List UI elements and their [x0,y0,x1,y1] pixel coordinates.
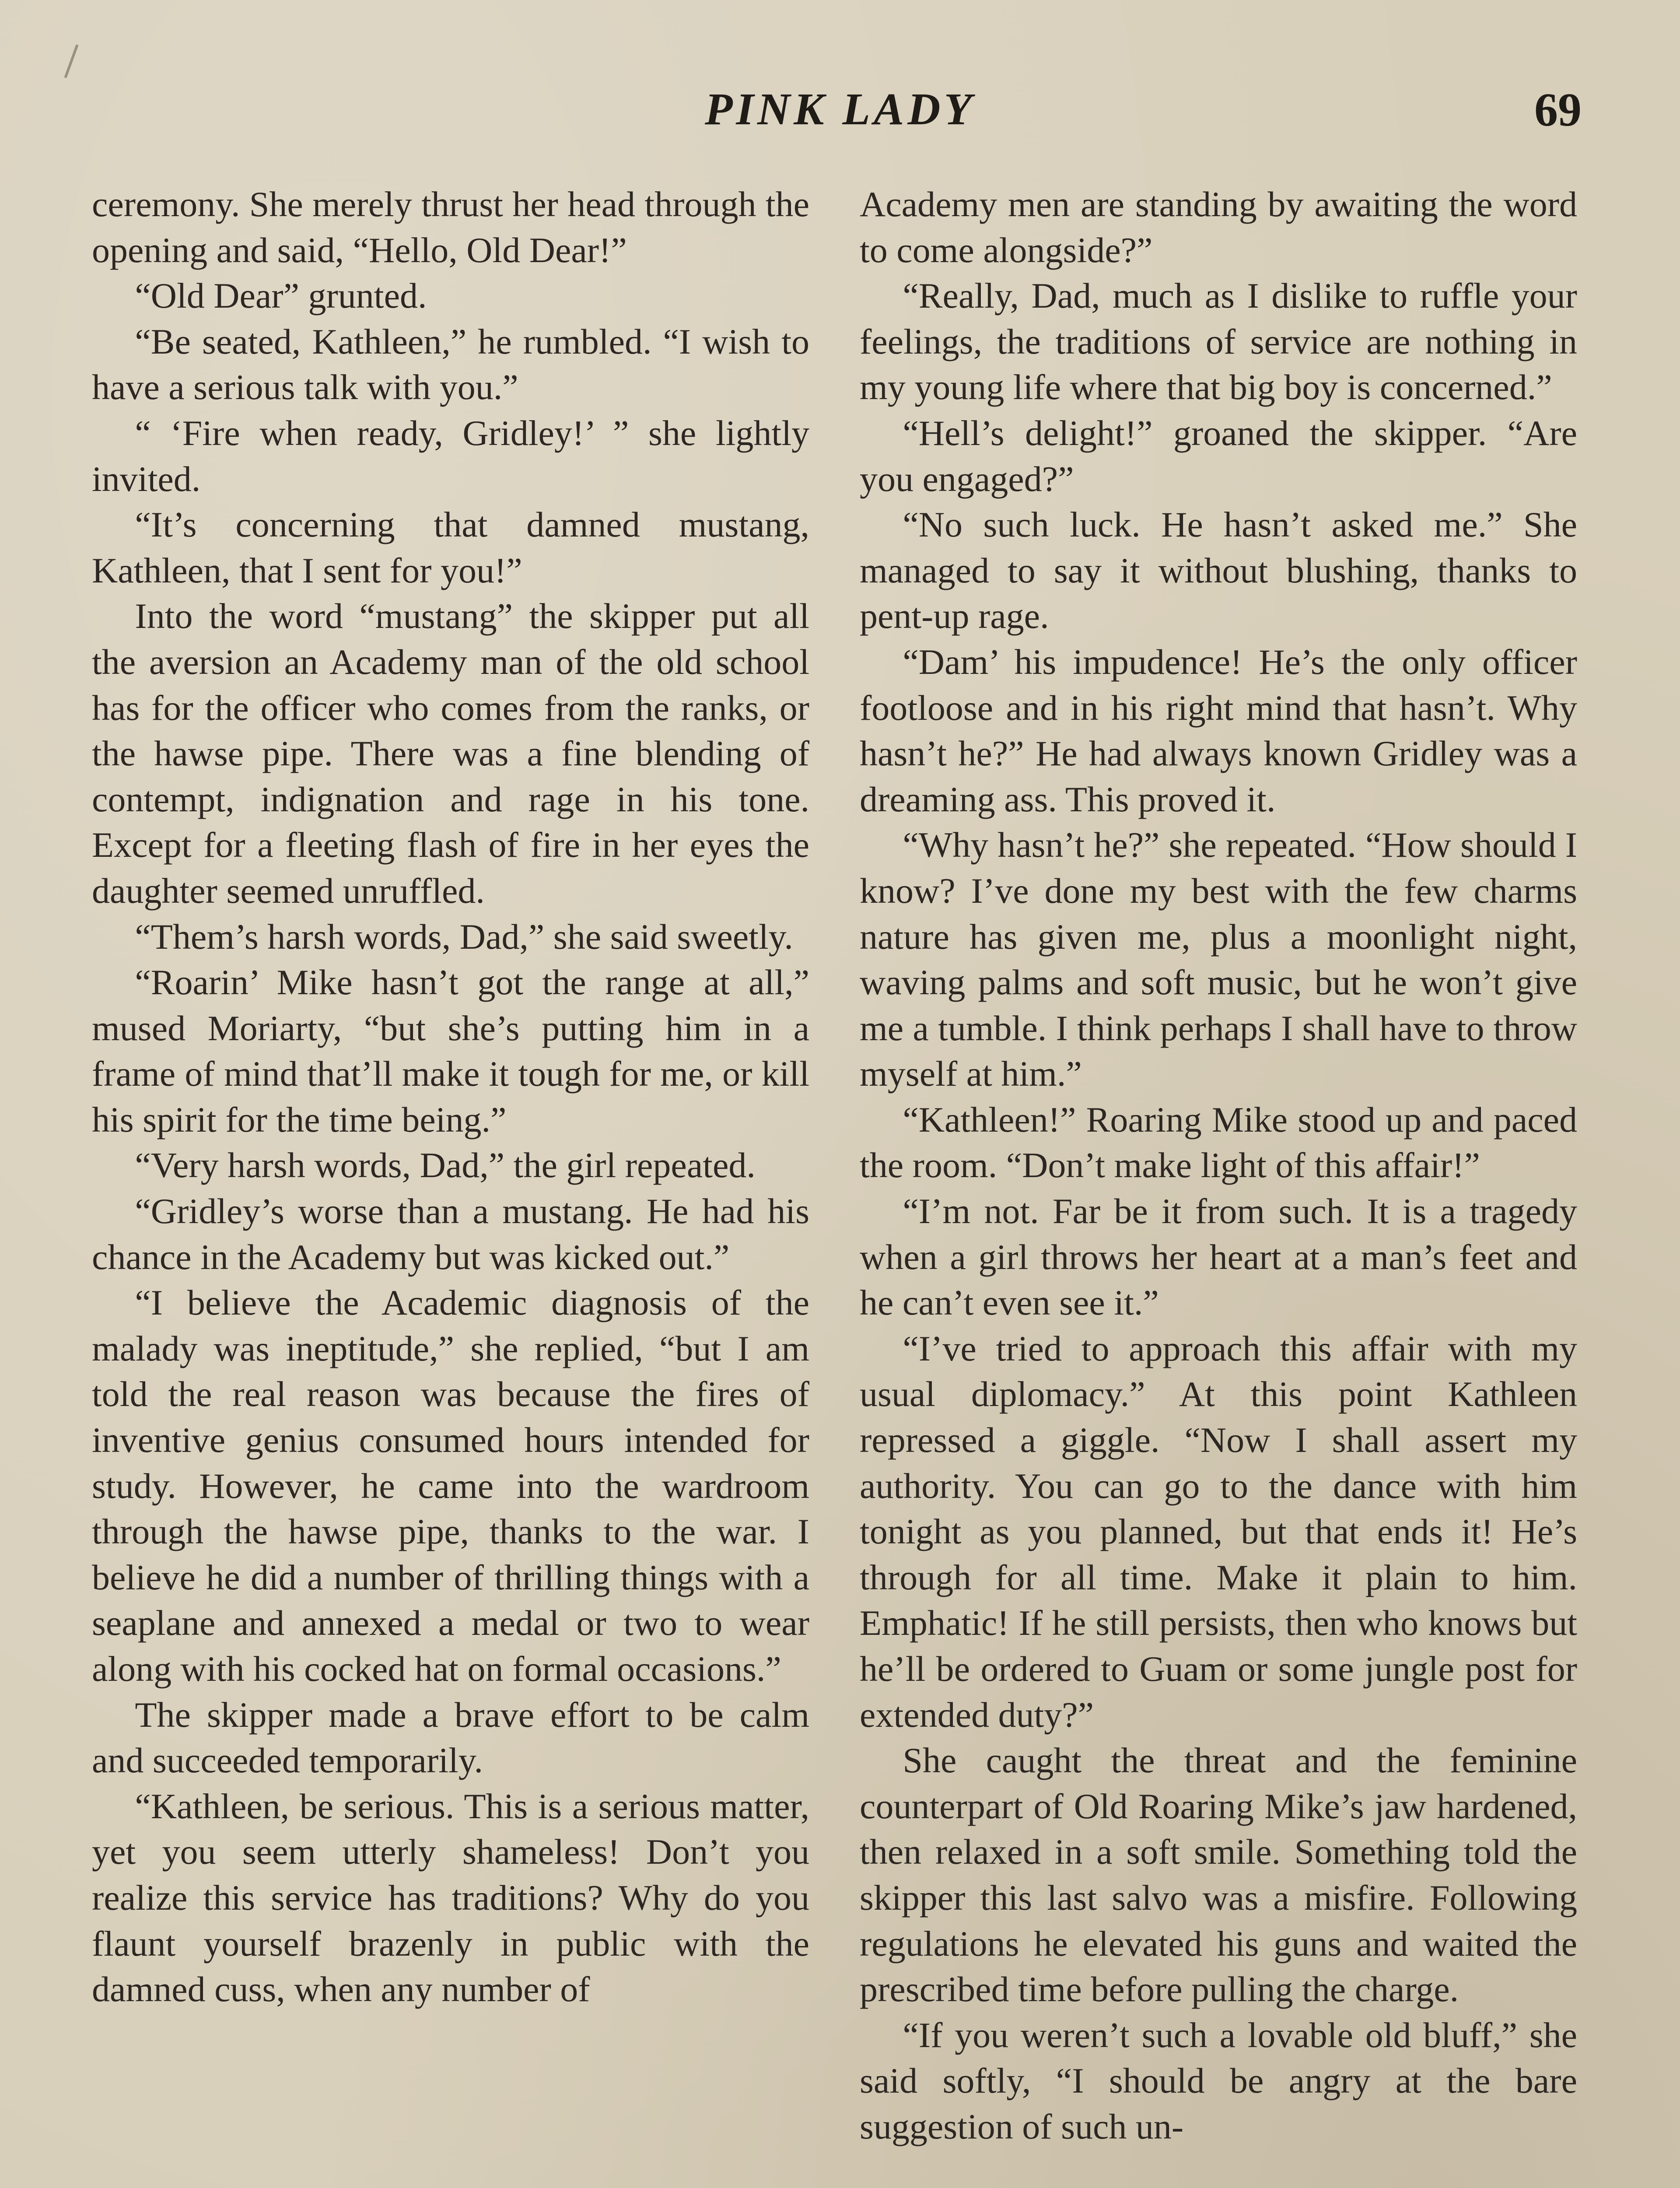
paragraph: “I believe the Academic diagnosis of the malady was ineptitude,” she replied, “but I am told the real reason was because the fires of inventive genius consumed hours intended for study. However, he came into the wardroom through the hawse pipe, thanks to the war. I believe he did a number of thrilling things with a seaplane and annexed a medal or two to wear along with his cocked hat on formal occasions.” [92,1283,809,1689]
paragraph: “Be seated, Kathleen,” he rumbled. “I wish to have a serious talk with you.” [92,321,809,407]
paragraph: “I’m not. Far be it from such. It is a tragedy when a girl throws her heart at a man’s feet and he can’t even see it.” [860,1191,1577,1323]
paragraph: “Kathleen!” Roaring Mike stood up and paced the room. “Don’t make light of this affair!” [860,1099,1577,1185]
paragraph: ceremony. She merely thrust her head through the opening and said, “Hello, Old Dear!” [92,184,809,270]
paragraph: “No such luck. He hasn’t asked me.” She managed to say it without blushing, thanks to pent-up rage. [860,505,1577,636]
paragraph: “Them’s harsh words, Dad,” she said sweetly. [135,916,793,957]
paragraph: “I’ve tried to approach this affair with my usual diplomacy.” At this point Kathleen repressed a giggle. “Now I shall assert my authority. You can go to the dance with him tonight as you planned, but that ends it! He’s through for all time. Make it plain to him. Emphatic! If he still persists, then who knows but he’ll be ordered to Guam or some jungle post for extended duty?” [860,1328,1577,1735]
running-title: PINK LADY [705,84,975,134]
paragraph: “It’s concerning that damned mustang, Kathleen, that I sent for you!” [92,505,809,590]
paragraph: “Dam’ his impudence! He’s the only officer footloose and in his right mind that hasn’t. Why hasn’t he?” He had always known Gridley was a dreaming ass. This proved it. [860,642,1577,819]
right-column [860,182,1577,2150]
paragraph: “Very harsh words, Dad,” the girl repeated. [135,1145,756,1185]
running-head [0,83,1680,140]
paragraph: “Why hasn’t he?” she repeated. “How should I know? I’ve done my best with the few charms nature has given me, plus a moonlight night, waving palms and soft music, but he won’t give me a tumble. I think perhaps I shall have to throw myself at him.” [860,825,1577,1094]
paragraph: “Hell’s delight!” groaned the skipper. “Are you engaged?” [860,413,1577,499]
page-number: 69 [1534,84,1582,136]
paragraph: “If you weren’t such a lovable old bluff,” she said softly, “I should be angry at the bare suggestion of such un- [860,2015,1577,2146]
paragraph: “Roarin’ Mike hasn’t got the range at all,” mused Moriarty, “but she’s putting him in a frame of mind that’ll make it tough for me, or kill his spirit for the time being.” [92,962,809,1140]
paragraph: She caught the threat and the feminine counterpart of Old Roaring Mike’s jaw hardened, then relaxed in a soft smile. Something told the skipper this last salvo was a misfire. Following regulations he elevated his guns and waited the prescribed time before pulling the charge. [860,1740,1577,2009]
paragraph: Academy men are standing by awaiting the word to come alongside?” [860,184,1577,270]
paragraph: “Kathleen, be serious. This is a serious matter, yet you seem utterly shameless! Don’t you realize this service has traditions? Why do you flaunt yourself brazenly in public with the damned cuss, when any number of [92,1786,809,2009]
paragraph: Into the word “mustang” the skipper put all the aversion an Academy man of the old school has for the officer who comes from the ranks, or the hawse pipe. There was a fine blending of contempt, indignation and rage in his tone. Except for a fleeting flash of fire in her eyes the daughter seemed unruffled. [92,596,809,911]
pencil-mark [64,44,79,78]
left-column [92,182,809,2013]
paragraph: “Gridley’s worse than a mustang. He had his chance in the Academy but was kicked out.” [92,1191,809,1277]
paragraph: The skipper made a brave effort to be calm and succeeded temporarily. [92,1694,809,1781]
paragraph: “Old Dear” grunted. [135,276,427,316]
paragraph: “Really, Dad, much as I dislike to ruffle your feelings, the traditions of service are nothing in my young life where that big boy is concerned.” [860,276,1577,407]
paragraph: “ ‘Fire when ready, Gridley!’ ” she lightly invited. [92,413,809,499]
